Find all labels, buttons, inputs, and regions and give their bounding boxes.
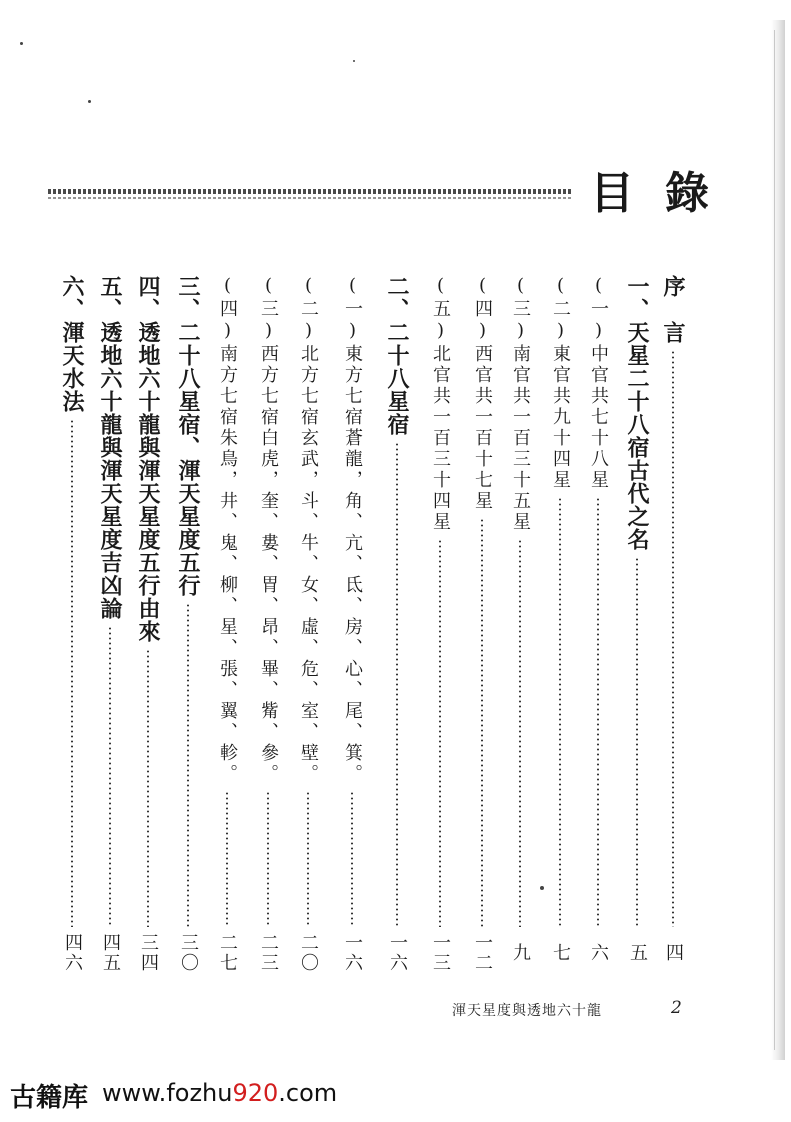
footer-book-title: 渾天星度與透地六十龍 — [452, 1003, 602, 1019]
toc-dot-leader — [559, 497, 561, 927]
toc-entry-page: 九 — [510, 943, 531, 963]
toc-dot-leader — [226, 791, 228, 927]
toc-entry-title: (五)北官共一百三十四星 — [430, 275, 451, 533]
toc-entry-title: (一)東方七宿蒼龍，角、亢、氐、房、心、尾、箕。 — [342, 275, 363, 785]
scan-speck — [88, 100, 91, 103]
toc-dot-leader — [187, 603, 189, 927]
toc-entry-page: 六 — [588, 943, 609, 963]
watermark-site-name: 古籍库 — [10, 1083, 89, 1113]
toc-entry — [254, 275, 282, 975]
header-rule-thin — [48, 197, 571, 199]
scan-speck — [353, 60, 355, 62]
toc-entry-title: (二)北方七宿玄武，斗、牛、女、虛、危、室、壁。 — [298, 275, 319, 785]
footer-page-number: 2 — [671, 998, 682, 1018]
toc-entry-title: (三)西方七宿白虎，奎、婁、胃、昂、畢、觜、參。 — [258, 275, 279, 785]
toc-entry-page: 三〇 — [178, 933, 199, 973]
toc-entry-title: 五、透地六十龍與渾天星度吉凶論 — [97, 275, 123, 620]
watermark-url-number: 920 — [232, 1079, 279, 1107]
toc-dot-leader — [597, 497, 599, 927]
toc-entry — [134, 275, 162, 975]
toc-dot-leader — [519, 539, 521, 927]
toc-entry-title: (四)南方七宿朱鳥，井、鬼、柳、星、張、翼、軫。 — [217, 275, 238, 785]
toc-entry-page: 二三 — [258, 933, 279, 973]
toc-entry — [546, 275, 574, 975]
toc-entry-title: 三、二十八星宿、渾天星度五行 — [175, 275, 201, 597]
toc-entry-title: 一、天星二十八宿古代之名 — [624, 275, 650, 551]
toc-entry — [174, 275, 202, 975]
toc-entry — [338, 275, 366, 975]
toc-dot-leader — [109, 626, 111, 927]
watermark-url[interactable] — [102, 1079, 337, 1107]
toc-dot-leader — [672, 350, 674, 927]
toc-entry-title: 四、透地六十龍與渾天星度五行由來 — [135, 275, 161, 643]
toc-dot-leader — [396, 442, 398, 927]
toc-entry-page: 三四 — [138, 933, 159, 973]
title-char-1: 目 — [590, 168, 634, 219]
scan-speck — [20, 42, 23, 45]
toc-entry — [468, 275, 496, 975]
toc-entry — [584, 275, 612, 975]
toc-entry — [294, 275, 322, 975]
toc-entry — [506, 275, 534, 975]
toc-entry — [659, 275, 687, 975]
toc-entry-title: (一)中官共七十八星 — [588, 275, 609, 491]
toc-entry — [623, 275, 651, 975]
toc-dot-leader — [439, 539, 441, 927]
toc-entry-page: 四六 — [62, 933, 83, 973]
toc-entry-page: 一六 — [342, 933, 363, 973]
toc-entry-page: 二七 — [217, 933, 238, 973]
toc-dot-leader — [71, 419, 73, 927]
toc-entry-title: 六、渾天水法 — [59, 275, 85, 413]
toc-entry — [426, 275, 454, 975]
toc-entry-page: 一六 — [387, 933, 408, 973]
toc-dot-leader — [147, 649, 149, 927]
watermark-bar — [0, 1068, 791, 1122]
header-rule — [48, 189, 571, 194]
toc-entry-title: 序 言 — [660, 275, 686, 344]
toc-dot-leader — [307, 791, 309, 927]
toc-entry-title: (四)西官共一百十七星 — [472, 275, 493, 512]
toc-entry-page: 七 — [550, 943, 571, 963]
toc-entry-title: (三)南官共一百三十五星 — [510, 275, 531, 533]
title-char-2: 錄 — [665, 168, 709, 219]
page-edge-line — [774, 30, 775, 1050]
toc-dot-leader — [267, 791, 269, 927]
toc-entry-page: 一三 — [430, 933, 451, 973]
toc-dot-leader — [481, 518, 483, 927]
toc-entry-page: 五 — [627, 943, 648, 963]
toc-dot-leader — [636, 557, 638, 927]
watermark-url-prefix: www.fozhu — [102, 1079, 233, 1107]
watermark-url-suffix: .com — [278, 1079, 338, 1107]
scan-speck — [540, 886, 544, 890]
toc-entry-page: 二〇 — [298, 933, 319, 973]
toc-entry-title: (二)東官共九十四星 — [550, 275, 571, 491]
toc-entry — [383, 275, 411, 975]
toc-entry-title: 二、二十八星宿 — [384, 275, 410, 436]
toc-entry-page: 四五 — [100, 933, 121, 973]
toc-entry — [213, 275, 241, 975]
toc-entry-page: 一二 — [472, 933, 493, 973]
toc-entry — [96, 275, 124, 975]
toc-entry — [58, 275, 86, 975]
toc-dot-leader — [351, 791, 353, 927]
toc-entry-page: 四 — [663, 943, 684, 963]
